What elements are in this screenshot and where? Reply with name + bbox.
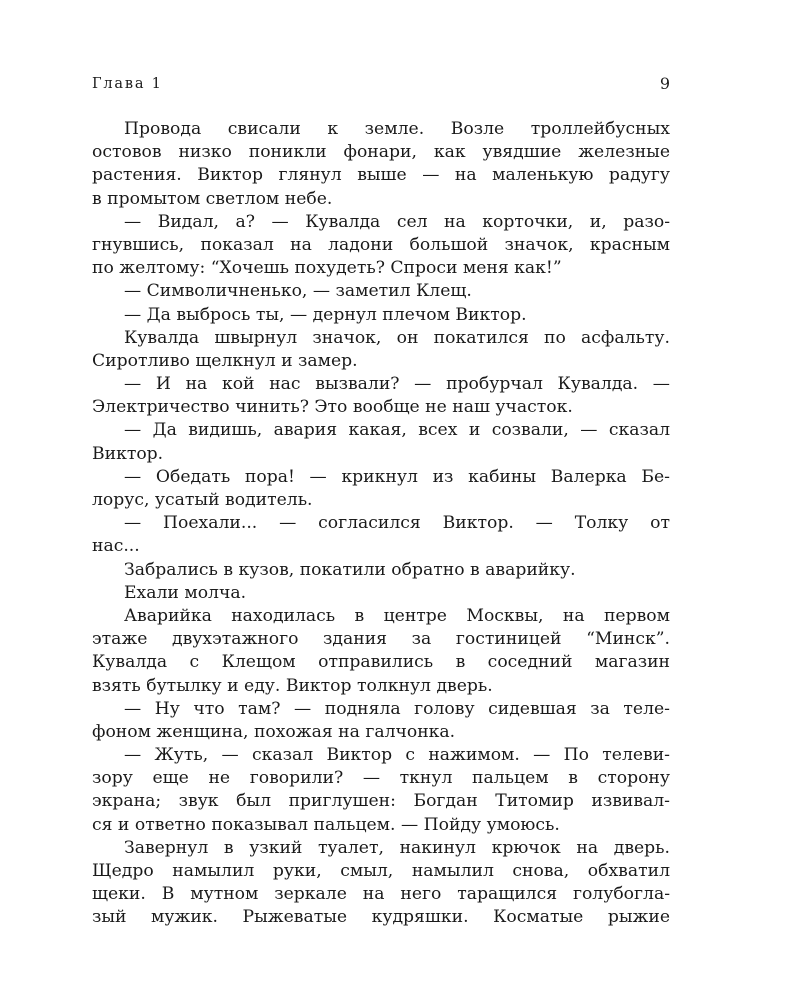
text-line: Кувалда с Клещом отправились в соседний магазин (92, 652, 670, 673)
text-line: Ехали молча. (124, 582, 247, 603)
text-line: Виктор. (92, 443, 164, 464)
text-line: — Жуть, — сказал Виктор с нажимом. — По телеви- (124, 745, 670, 766)
text-line: ся и ответно показывал пальцем. — Пойду умоюсь. (92, 814, 560, 835)
text-line: лорус, усатый водитель. (92, 490, 313, 510)
text-line: в промытом светлом небе. (92, 188, 333, 209)
text-line: фоном женщина, похожая на галчонка. (92, 721, 456, 742)
text-line: Аварийка находилась в центре Москвы, на первом (124, 605, 670, 626)
text-line: — Символичненько, — заметил Клещ. (124, 281, 472, 302)
text-line: — Да видишь, авария какая, всех и созвали, — сказал (124, 420, 670, 441)
page-header (92, 70, 670, 100)
text-line: Щедро намылил руки, смыл, намылил снова, обхватил (92, 861, 670, 881)
body-text (92, 118, 670, 930)
text-line: — Ну что там? — подняла голову сидевшая за теле- (124, 698, 670, 719)
text-line: — Да выбрось ты, — дернул плечом Виктор. (124, 304, 527, 325)
text-line: — Видал, а? — Кувалда сел на корточки, и, разо- (124, 211, 670, 232)
text-line: зый мужик. Рыжеватые кудряшки. Косматые рыжие (92, 907, 670, 928)
text-line: — Обедать пора! — крикнул из кабины Валерка Бе- (124, 466, 670, 487)
running-head: Глава 1 (92, 76, 163, 92)
text-line: Провода свисали к земле. Возле троллейбусных (124, 119, 670, 139)
text-line: — И на кой нас вызвали? — пробурчал Кувалда. — (124, 374, 670, 395)
text-line: растения. Виктор глянул выше — на маленькую радугу (92, 165, 670, 186)
text-line: щеки. В мутном зеркале на него таращился голубогла- (92, 884, 670, 905)
text-line: зору еще не говорили? — ткнул пальцем в сторону (92, 768, 670, 789)
text-line: гнувшись, показал на ладони большой значок, красным (92, 234, 670, 255)
text-line: Сиротливо щелкнул и замер. (92, 350, 358, 371)
text-line: взять бутылку и еду. Виктор толкнул дверь. (92, 675, 493, 696)
text-line: этаже двухэтажного здания за гостиницей “Минск”. (92, 629, 670, 650)
text-line: — Поехали... — согласился Виктор. — Толку от (124, 513, 670, 534)
text-line: Забрались в кузов, покатили обратно в аварийку. (124, 559, 576, 580)
text-line: по желтому: “Хочешь похудеть? Спроси меня как!” (92, 258, 562, 279)
text-line: Кувалда швырнул значок, он покатился по асфальту. (124, 327, 670, 348)
text-line: Электричество чинить? Это вообще не наш участок. (92, 397, 573, 418)
text-line: остовов низко поникли фонари, как увядшие железные (92, 142, 670, 163)
book-page (92, 70, 670, 928)
text-line: Завернул в узкий туалет, накинул крючок на дверь. (124, 837, 670, 858)
text-line: нас... (92, 536, 140, 557)
text-line: экрана; звук был приглушен: Богдан Титомир извивал- (92, 791, 670, 812)
page-number: 9 (659, 74, 670, 93)
